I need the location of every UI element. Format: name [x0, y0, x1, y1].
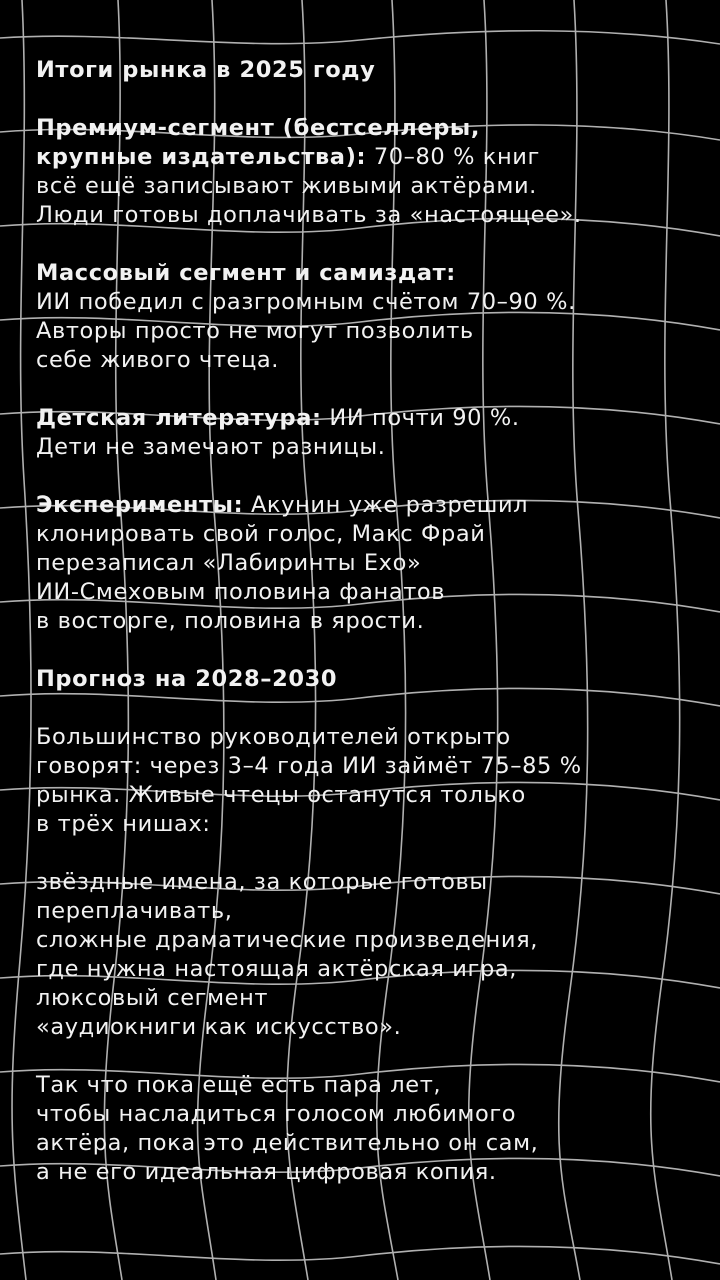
- forecast-p2-line: «аудиокниги как искусство».: [36, 1014, 402, 1040]
- forecast-paragraph-1: [36, 723, 696, 839]
- premium-text-2: всё ещё записывают живыми актёрами.: [36, 173, 537, 199]
- article-text: [36, 56, 696, 1187]
- forecast-paragraph-3: [36, 1071, 696, 1187]
- experiments-text-1: Акунин уже разрешил: [243, 492, 529, 518]
- title-block: [36, 56, 696, 85]
- forecast-heading: Прогноз на 2028–2030: [36, 666, 338, 692]
- experiments-text-4: ИИ-Смеховым половина фанатов: [36, 579, 446, 605]
- forecast-p1-line: Большинство руководителей открыто: [36, 724, 511, 750]
- kids-heading: Детская литература:: [36, 405, 322, 431]
- forecast-p3-line: актёра, пока это действительно он сам,: [36, 1130, 539, 1156]
- mass-section: [36, 259, 696, 375]
- forecast-p2-line: звёздные имена, за которые готовы: [36, 869, 488, 895]
- forecast-p2-line: люксовый сегмент: [36, 985, 269, 1011]
- experiments-line-1: [36, 491, 696, 520]
- kids-text-1: ИИ почти 90 %.: [321, 405, 520, 431]
- forecast-p1-line: рынка. Живые чтецы останутся только: [36, 782, 526, 808]
- forecast-p1-line: в трёх нишах:: [36, 811, 211, 837]
- premium-line-2: [36, 143, 696, 172]
- forecast-p1-line: говорят: через 3–4 года ИИ займёт 75–85 %: [36, 753, 582, 779]
- kids-section: [36, 404, 696, 462]
- kids-text-2: Дети не замечают разницы.: [36, 434, 386, 460]
- mass-text-2: Авторы просто не могут позволить: [36, 318, 474, 344]
- premium-section: [36, 114, 696, 230]
- forecast-p3-line: чтобы насладиться голосом любимого: [36, 1101, 517, 1127]
- forecast-p2-line: где нужна настоящая актёрская игра,: [36, 956, 517, 982]
- premium-heading-line-1: Премиум-сегмент (бестселлеры,: [36, 115, 481, 141]
- mass-text-1: ИИ победил с разгромным счётом 70–90 %.: [36, 289, 576, 315]
- premium-heading-line-2: крупные издательства):: [36, 144, 367, 170]
- forecast-paragraph-2: [36, 868, 696, 1042]
- page-title: Итоги рынка в 2025 году: [36, 57, 376, 83]
- forecast-p3-line: Так что пока ещё есть пара лет,: [36, 1072, 442, 1098]
- premium-text-3: Люди готовы доплачивать за «настоящее».: [36, 202, 582, 228]
- premium-text-1: 70–80 % книг: [366, 144, 540, 170]
- experiments-text-5: в восторге, половина в ярости.: [36, 608, 425, 634]
- mass-heading: Массовый сегмент и самиздат:: [36, 260, 456, 286]
- experiments-text-2: клонировать свой голос, Макс Фрай: [36, 521, 486, 547]
- forecast-p2-line: сложные драматические произведения,: [36, 927, 538, 953]
- experiments-heading: Эксперименты:: [36, 492, 244, 518]
- forecast-heading-block: [36, 665, 696, 694]
- forecast-p3-line: а не его идеальная цифровая копия.: [36, 1159, 497, 1185]
- experiments-section: [36, 491, 696, 636]
- forecast-p2-line: переплачивать,: [36, 898, 233, 924]
- experiments-text-3: перезаписал «Лабиринты Ехо»: [36, 550, 422, 576]
- kids-line-1: [36, 404, 696, 433]
- mass-text-3: себе живого чтеца.: [36, 347, 280, 373]
